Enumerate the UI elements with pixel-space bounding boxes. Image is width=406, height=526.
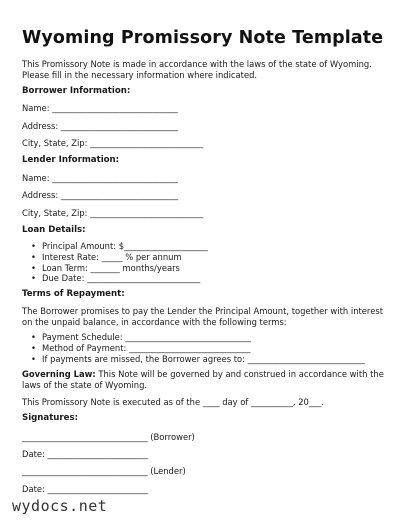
loan-details-list <box>22 241 208 284</box>
watermark: wydocs.net <box>12 497 108 515</box>
lender-date-line: Date: ________________________ <box>22 484 149 494</box>
list-item: • Payment Schedule: ______________________________ <box>22 332 365 343</box>
repayment-text: The Borrower promises to pay the Lender the Principal Amount, together with interest on the unpaid balance, in accordance with the following terms: <box>22 306 383 327</box>
lender-city-field: City, State, Zip: ___________________________ <box>22 208 204 218</box>
borrower-name-field: Name: ______________________________ <box>22 103 178 113</box>
borrower-city-field: City, State, Zip: ___________________________ <box>22 138 204 148</box>
page-title: Wyoming Promissory Note Template <box>22 28 384 48</box>
intro-text: This Promissory Note is made in accordance with the laws of the state of Wyoming. Please fill in the necessary information where indicated. <box>22 59 372 80</box>
list-item: • Loan Term: _______ months/years <box>22 263 208 274</box>
governing-law-text <box>22 369 388 391</box>
lender-name-field: Name: ______________________________ <box>22 173 178 183</box>
governing-law-body: This Note will be governed by and construed in accordance with the laws of the state of Wyoming. <box>22 369 384 390</box>
lender-signature-line: ______________________________ (Lender) <box>22 466 186 476</box>
list-item: • Method of Payment: _____________________________ <box>22 343 365 354</box>
executed-line: This Promissory Note is executed as of the ____ day of __________, 20___. <box>22 397 325 407</box>
signatures-heading: Signatures: <box>22 413 79 423</box>
borrower-date-line: Date: ________________________ <box>22 449 149 459</box>
list-item: • Interest Rate: _____ % per annum <box>22 252 208 263</box>
borrower-address-field: Address: ____________________________ <box>22 121 179 131</box>
governing-law-label: Governing Law: <box>22 369 96 379</box>
list-item: • Principal Amount: $____________________ <box>22 241 208 252</box>
lender-address-field: Address: ____________________________ <box>22 190 179 200</box>
repayment-list <box>22 332 365 364</box>
lender-heading: Lender Information: <box>22 155 120 165</box>
list-item: • If payments are missed, the Borrower agrees to: ____________________________ <box>22 354 365 365</box>
list-item: • Due Date: ___________________________ <box>22 273 208 284</box>
borrower-heading: Borrower Information: <box>22 86 131 96</box>
borrower-signature-line: ______________________________ (Borrower) <box>22 432 195 442</box>
repayment-heading: Terms of Repayment: <box>22 289 125 299</box>
loan-heading: Loan Details: <box>22 225 86 235</box>
